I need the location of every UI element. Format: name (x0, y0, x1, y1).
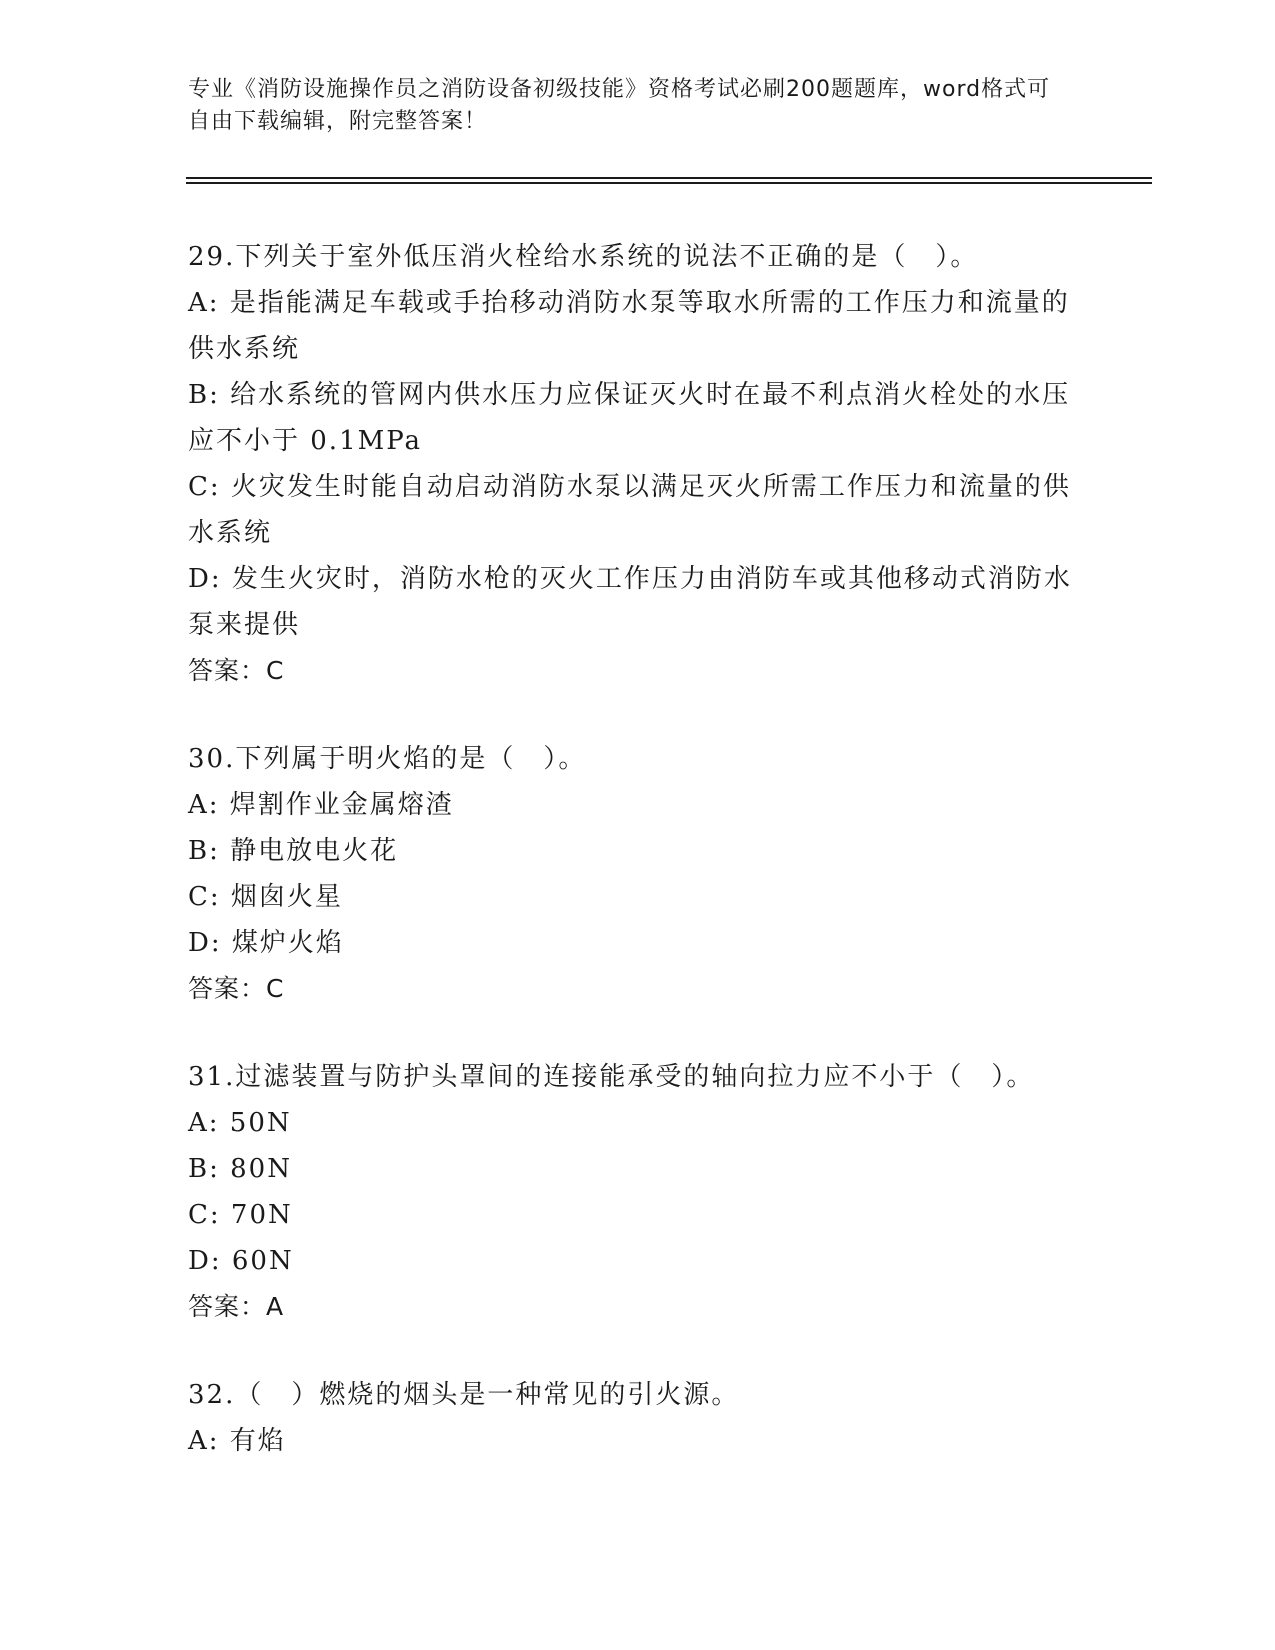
option-c: C: 火灾发生时能自动启动消防水泵以满足灭火所需工作压力和流量的供水系统 (188, 472, 1071, 548)
document-header-intro: 专业《消防设施操作员之消防设备初级技能》资格考试必刷200题题库，word格式可自由下载编辑，附完整答案！ (188, 77, 1051, 134)
question-stem: 32.（ ）燃烧的烟头是一种常见的引火源。 (188, 1380, 740, 1410)
question-30 (188, 736, 1088, 1012)
answer-label: 答案：C (188, 656, 285, 685)
question-stem: 29.下列关于室外低压消火栓给水系统的说法不正确的是（ ）。 (188, 242, 979, 272)
option-d: D: 发生火灾时，消防水枪的灭火工作压力由消防车或其他移动式消防水泵来提供 (188, 564, 1072, 640)
question-stem: 30.下列属于明火焰的是（ ）。 (188, 744, 587, 774)
header-divider-bottom (186, 182, 1152, 184)
option-c: C: 烟囱火星 (188, 882, 343, 912)
question-29 (188, 234, 1088, 694)
option-a: A: 焊割作业金属熔渣 (188, 790, 454, 820)
question-32 (188, 1372, 1088, 1464)
option-b: B: 80N (188, 1154, 292, 1184)
header-divider-top (186, 177, 1152, 179)
answer-label: 答案：C (188, 974, 285, 1003)
option-a: A: 是指能满足车载或手抬移动消防水泵等取水所需的工作压力和流量的供水系统 (188, 288, 1070, 364)
question-list (188, 234, 1088, 1506)
option-a: A: 50N (188, 1108, 292, 1138)
option-b: B: 给水系统的管网内供水压力应保证灭火时在最不利点消火栓处的水压应不小于 0.1MPa (188, 380, 1071, 456)
question-31 (188, 1054, 1088, 1330)
answer-label: 答案：A (188, 1292, 285, 1321)
question-stem: 31.过滤装置与防护头罩间的连接能承受的轴向拉力应不小于（ ）。 (188, 1062, 1035, 1092)
option-b: B: 静电放电火花 (188, 836, 399, 866)
option-d: D: 煤炉火焰 (188, 928, 344, 958)
option-c: C: 70N (188, 1200, 293, 1230)
option-d: D: 60N (188, 1246, 294, 1276)
option-a: A: 有焰 (188, 1426, 286, 1456)
